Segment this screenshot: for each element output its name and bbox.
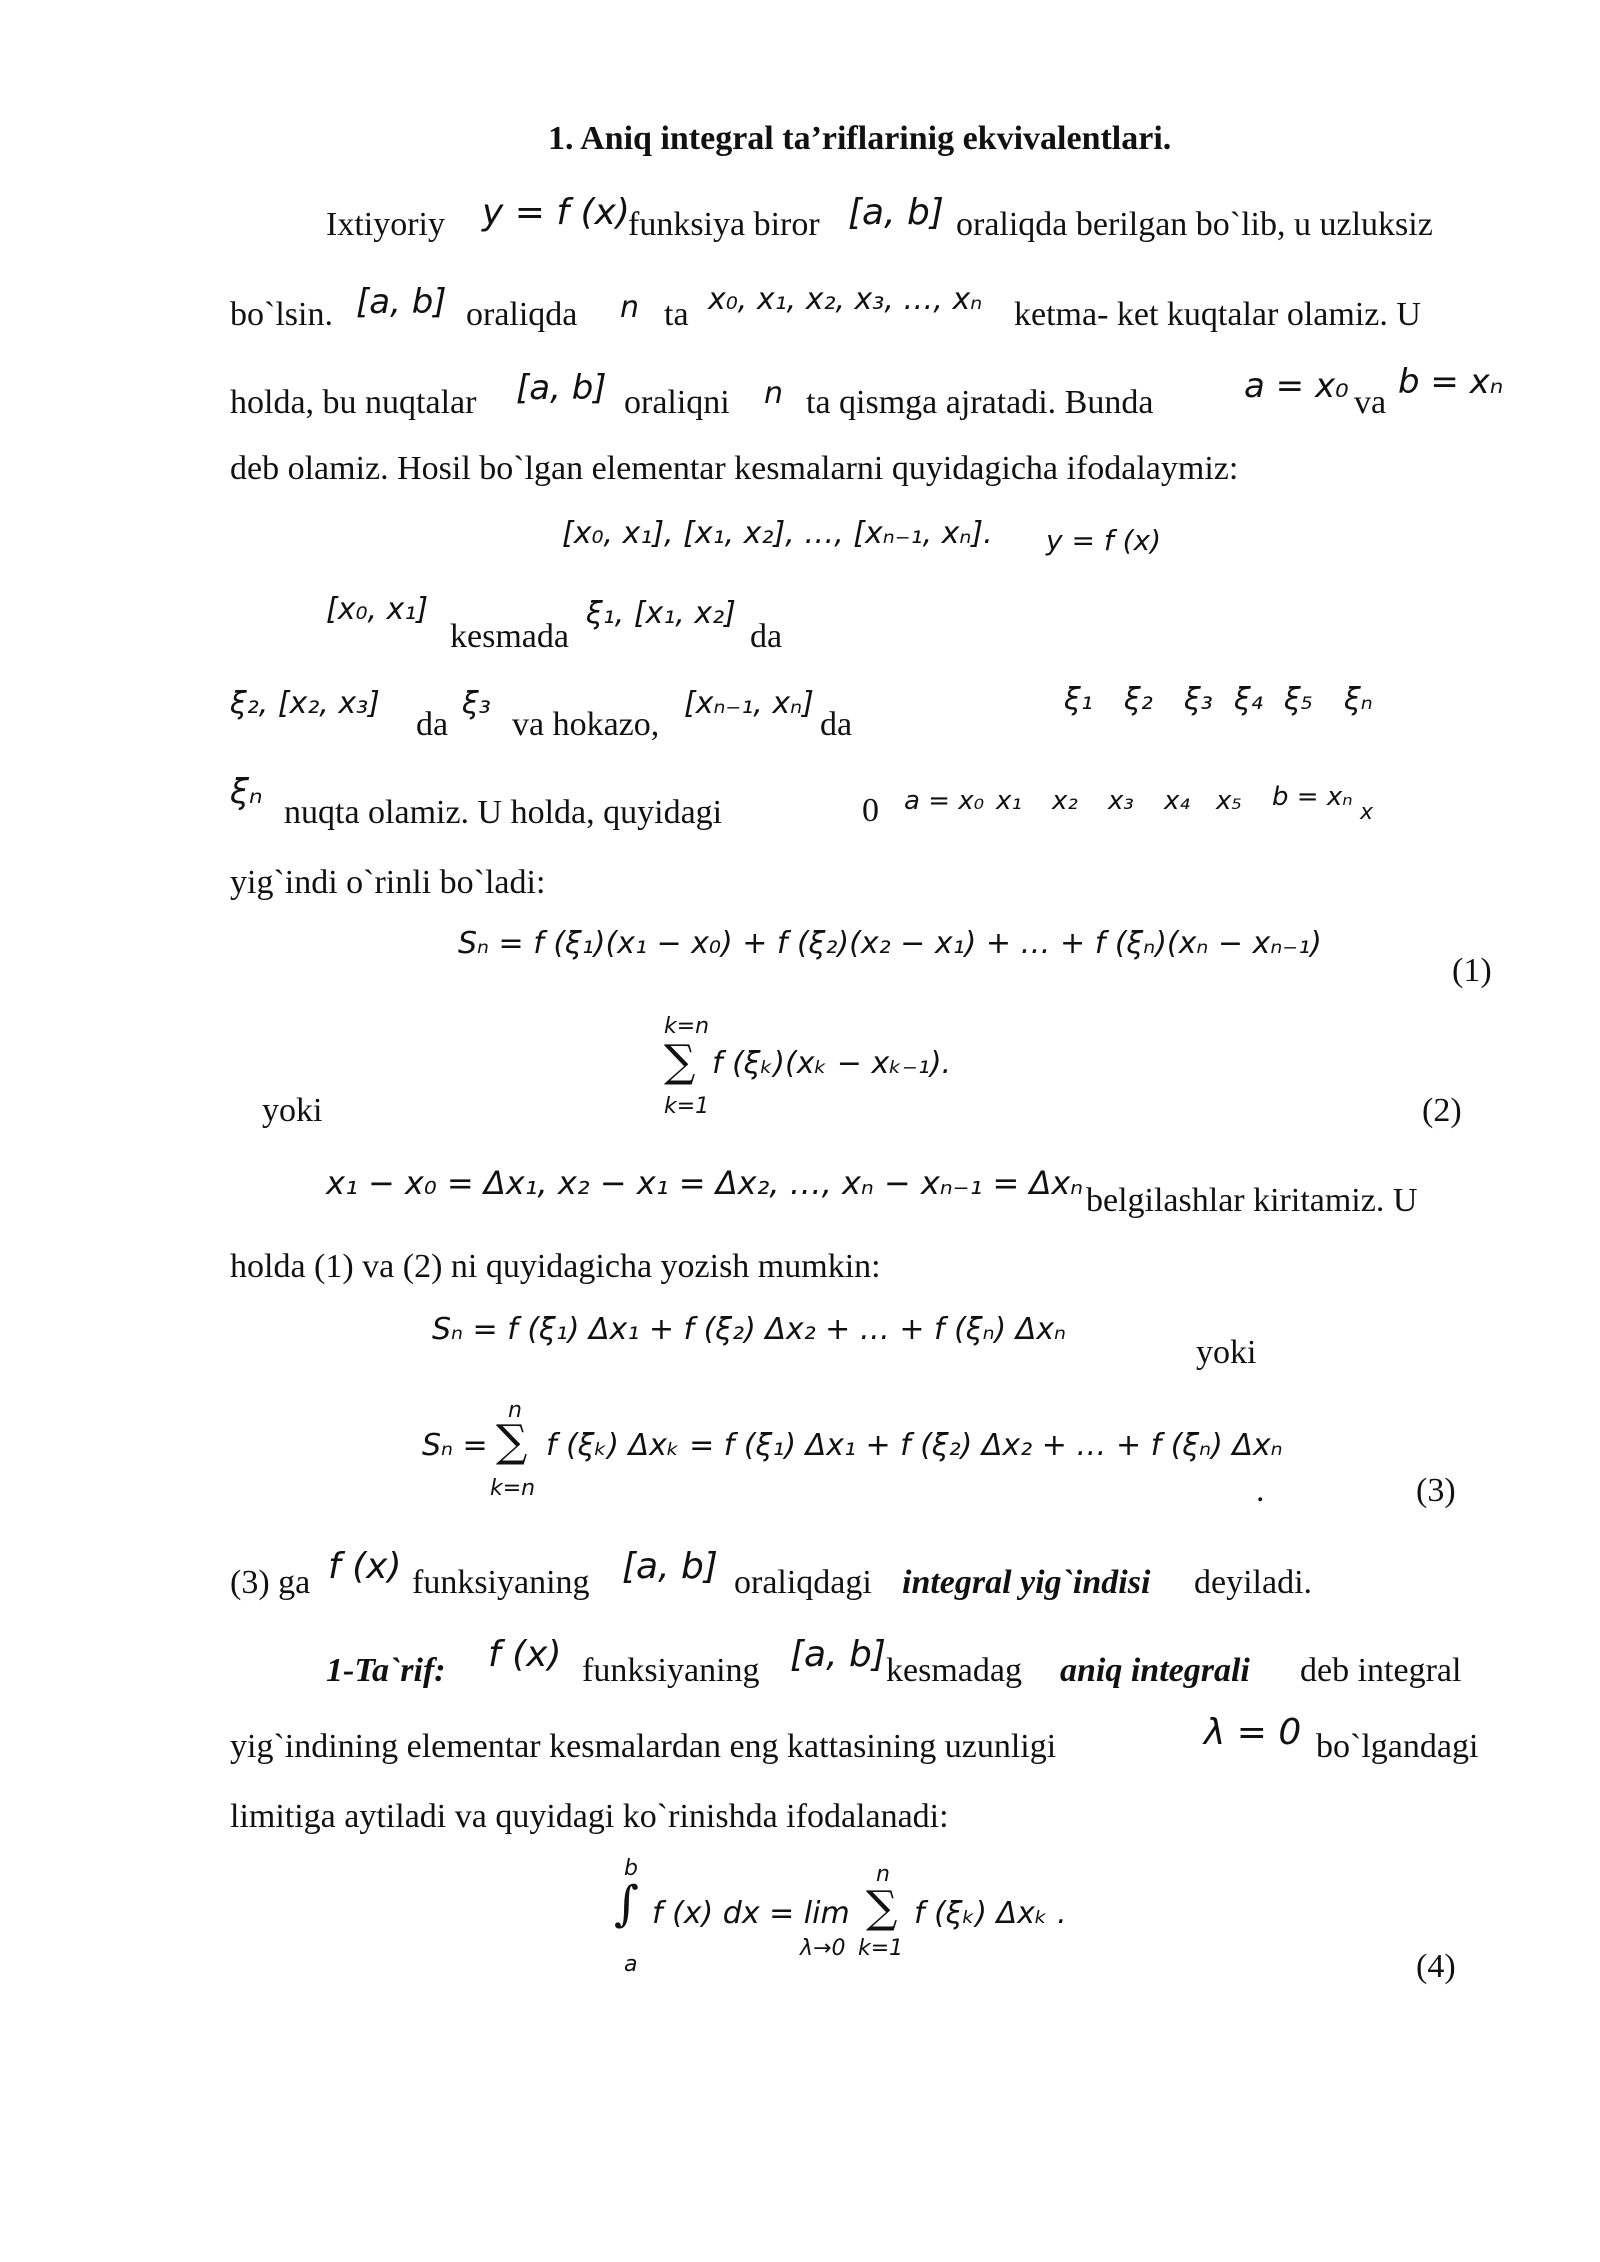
definition-term-definite-integral: aniq integrali (1060, 1652, 1250, 1689)
p4-text-a: (3) ga (230, 1564, 311, 1601)
figure-xi-label-5: ξ₅ (1284, 682, 1313, 717)
definition-text-c: deb integral (1300, 1652, 1462, 1689)
p4-term-integral-sum: integral yig`indisi (902, 1564, 1151, 1601)
p1-line1-formula-yfx: y = f (x) (482, 192, 630, 233)
figure-axis-label-x: x (1360, 800, 1374, 825)
definition-text-a: funksiyaning (582, 1652, 760, 1689)
figure-x-label-b-xn: b = xₙ (1272, 782, 1353, 812)
definition-line3-text: limitiga aytiladi va quyidagi ko`rinishda ifodalanadi: (230, 1798, 949, 1835)
equation-4-sum-lower: k=1 (858, 1936, 904, 1961)
equation-2-number: (2) (1422, 1092, 1462, 1129)
equation-3-rhs: f (ξₖ) Δxₖ = f (ξ₁) Δx₁ + f (ξ₂) Δx₂ + … + f (ξₙ) Δxₙ (546, 1428, 1283, 1463)
p2-line1-formula-x0x1: [x₀, x₁] (326, 592, 429, 627)
figure-x-label-x5: x₅ (1216, 786, 1242, 816)
p1-line1-formula-ab: [a, b] (848, 192, 944, 233)
p2-line2-formula-xi3: ξ₃ (462, 686, 491, 721)
p1-line4-text: deb olamiz. Hosil bo`lgan elementar kesmalarni quyidagicha ifodalaymiz: (230, 450, 1239, 487)
p1-line2-formula-n: n (620, 290, 640, 325)
figure-xi-label-4: ξ₄ (1234, 682, 1263, 717)
definition-line2-text-a: yig`indining elementar kesmalardan eng kattasining uzunligi (230, 1728, 1057, 1765)
definition-text-b: kesmadag (886, 1652, 1022, 1689)
p2-line1-text-a: kesmada (450, 618, 569, 655)
equation-2-body: f (ξₖ)(xₖ − xₖ₋₁). (712, 1046, 952, 1081)
definition-label: 1-Ta`rif: (326, 1652, 446, 1689)
p1-line3-formula-a-x0: a = x₀ (1244, 366, 1349, 406)
equation-4-rhs: f (ξₖ) Δxₖ . (914, 1896, 1067, 1931)
equation-4-number: (4) (1416, 1948, 1456, 1985)
definition-formula-fx: f (x) (488, 1634, 562, 1675)
p4-text-d: deyiladi. (1194, 1564, 1313, 1601)
p1-line3-formula-ab: [a, b] (516, 368, 607, 408)
equation-3-sum-symbol: ∑ (496, 1416, 528, 1467)
equation-2-lead-text: yoki (262, 1092, 323, 1129)
figure-x-label-x1: x₁ (996, 786, 1022, 816)
figure-x-label-x4: x₄ (1164, 786, 1190, 816)
p1-line1-text-b: funksiya biror (628, 206, 820, 243)
p2-line2-text-a: da (416, 706, 449, 743)
p2-line4-text: yig`indi o`rinli bo`ladi: (230, 864, 546, 901)
p1-line3-text-a: holda, bu nuqtalar (230, 384, 477, 421)
p2-line2-formula-xi2: ξ₂, [x₂, x₃] (230, 686, 380, 721)
figure-xi-label-n: ξₙ (1344, 682, 1373, 717)
p1-line3-formula-b-xn: b = xₙ (1398, 362, 1504, 402)
p1-line3-text-b: oraliqni (624, 384, 730, 421)
intervals-formula: [x₀, x₁], [x₁, x₂], …, [xₙ₋₁, xₙ]. (562, 516, 993, 551)
p1-line2-text-d: ketma- ket kuqtalar olamiz. U (1014, 296, 1421, 333)
p2-line3-text-a: nuqta olamiz. U holda, quyidagi (284, 794, 723, 831)
figure-x-label-x2: x₂ (1052, 786, 1078, 816)
equation-2-sum-symbol: ∑ (664, 1036, 696, 1087)
equation-2-sum-lower: k=1 (664, 1094, 710, 1119)
p2-line2-text-c: da (820, 706, 853, 743)
equation-4-integral-lower: a (624, 1952, 638, 1977)
figure-xi-label-3: ξ₃ (1184, 682, 1213, 717)
figure-x-label-x3: x₃ (1108, 786, 1134, 816)
p3-line2-text: holda (1) va (2) ni quyidagicha yozish mumkin: (230, 1248, 881, 1285)
section-title: 1. Aniq integral ta’riflarinig ekvivalentlari. (548, 120, 1172, 157)
p2-line1-text-b: da (750, 618, 783, 655)
equation-4-sum-upper: n (876, 1862, 890, 1887)
p3-line1-formula-deltas: x₁ − x₀ = Δx₁, x₂ − x₁ = Δx₂, …, xₙ − xₙ₋₁ = Δxₙ (326, 1164, 1084, 1202)
equation-4-integral-symbol: ∫ (614, 1876, 640, 1932)
equation-2-sum-upper: k=n (664, 1014, 710, 1039)
p2-line2-text-b: va hokazo, (512, 706, 660, 743)
p1-line1-text-c: oraliqda berilgan bo`lib, u uzluksiz (956, 206, 1433, 243)
p1-line1-text-a: Ixtiyoriy (326, 206, 445, 243)
equation-4-sum-symbol: ∑ (866, 1882, 898, 1933)
equation-3-trailing-dot: . (1256, 1472, 1265, 1509)
equation-3-lhs: Sₙ = (422, 1428, 488, 1463)
equation-3a: Sₙ = f (ξ₁) Δx₁ + f (ξ₂) Δx₂ + … + f (ξₙ) Δxₙ (432, 1312, 1067, 1347)
equation-4-lhs: f (x) dx = lim (652, 1896, 850, 1931)
p4-formula-fx: f (x) (328, 1546, 402, 1587)
definition-line2-formula-lambda: λ = 0 (1204, 1712, 1302, 1753)
figure-xi-label-2: ξ₂ (1124, 682, 1153, 717)
p1-line2-text-a: bo`lsin. (230, 296, 333, 333)
equation-3-sum-upper: n (508, 1398, 522, 1423)
p1-line2-text-b: oraliqda (466, 296, 578, 333)
p4-text-b: funksiyaning (412, 1564, 590, 1601)
p1-line2-formula-ab: [a, b] (356, 282, 447, 322)
equation-3-sum-lower: k=n (490, 1476, 536, 1501)
figure-x-label-a-x0: a = x₀ (904, 786, 985, 816)
figure-xi-label-1: ξ₁ (1064, 682, 1093, 717)
equation-4-limit-subscript: λ→0 (800, 1936, 846, 1961)
p1-line2-text-c: ta (664, 296, 689, 333)
p2-line3-formula-xin: ξₙ (230, 772, 263, 812)
p4-formula-ab: [a, b] (622, 1546, 718, 1587)
p4-text-c: oraliqdagi (734, 1564, 872, 1601)
definition-line2-text-b: bo`lgandagi (1316, 1728, 1479, 1765)
definition-formula-ab: [a, b] (790, 1634, 886, 1675)
figure-origin-label: 0 (862, 792, 879, 829)
figure-function-label: y = f (x) (1046, 524, 1162, 557)
p1-line2-formula-points: x₀, x₁, x₂, x₃, …, xₙ (708, 282, 983, 317)
equation-4-integral-upper: b (624, 1856, 638, 1881)
p3-line1-text: belgilashlar kiritamiz. U (1086, 1182, 1418, 1219)
p1-line3-formula-n: n (764, 376, 784, 411)
equation-3a-tail-text: yoki (1196, 1334, 1257, 1371)
p2-line2-formula-last-interval: [xₙ₋₁, xₙ] (684, 686, 814, 721)
equation-1-number: (1) (1452, 952, 1492, 989)
p1-line3-text-d: va (1354, 384, 1387, 421)
equation-1: Sₙ = f (ξ₁)(x₁ − x₀) + f (ξ₂)(x₂ − x₁) + … + f (ξₙ)(xₙ − xₙ₋₁) (458, 926, 1322, 961)
p1-line3-text-c: ta qismga ajratadi. Bunda (806, 384, 1154, 421)
equation-3-number: (3) (1416, 1472, 1456, 1509)
p2-line1-formula-xi1: ξ₁, [x₁, x₂] (586, 596, 736, 631)
